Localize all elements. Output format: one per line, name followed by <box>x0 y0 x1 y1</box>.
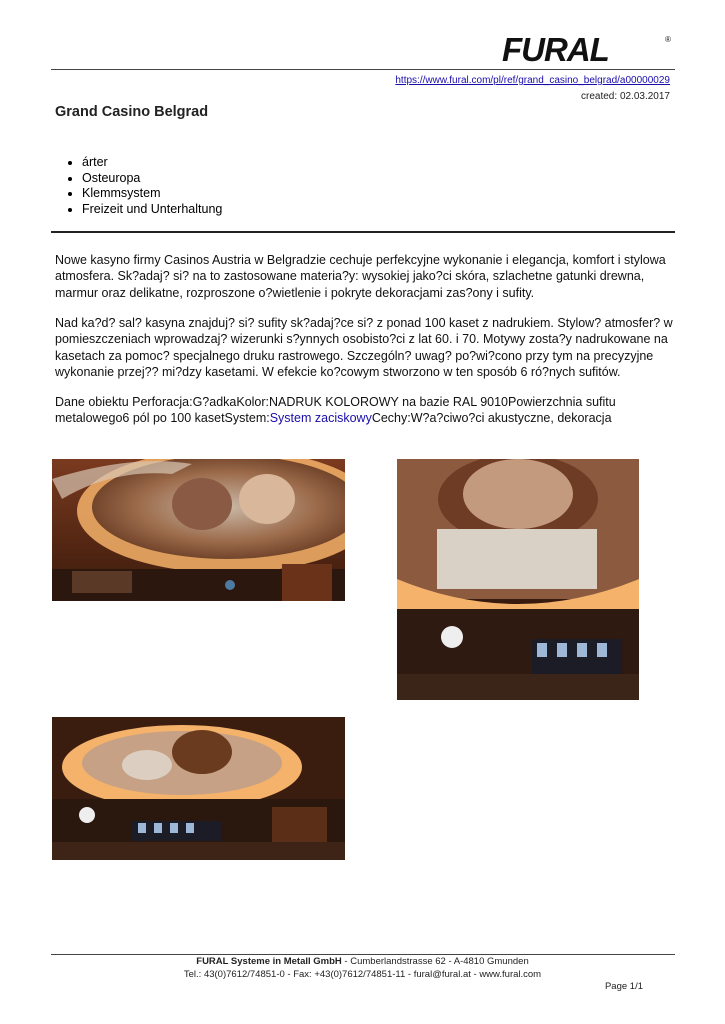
casino-photo-1 <box>52 459 345 601</box>
system-link[interactable]: System zaciskowy <box>269 411 372 426</box>
tag-item: • Freizeit und Unterhaltung <box>82 202 222 218</box>
fural-logo <box>500 32 676 64</box>
tag-item: • Klemmsystem <box>82 186 222 202</box>
footer-contact: Tel.: 43(0)7612/74851-0 - Fax: +43(0)7612/74851-11 - fural@fural.at - www.fural.com <box>183 969 542 980</box>
reference-url-link[interactable]: https://www.fural.com/pl/ref/grand_casino_belgrad/a00000029 <box>395 75 670 86</box>
footer-company: FURAL Systeme in Metall GmbH - Cumberlandstrasse 62 - A-4810 Gmunden <box>196 956 529 967</box>
tag-list <box>66 155 222 217</box>
casino-photo-2 <box>397 459 639 700</box>
description-paragraph-1: Nowe kasyno firmy Casinos Austria w Belgradzie cechuje perfekcyjne wykonanie i elegancja, komfort i stylowa atmosfera. Sk?adaj? si? na to zastosowane materia?y: wysokiej jako?ci skóra, szlachetne gatunki drewna, marmur oraz delikatne, rozproszone o?wietlenie i pokryte dekoracjami zas?ony i sufity. <box>55 253 666 300</box>
casino-photo-3 <box>52 717 345 860</box>
tag-item: • árter <box>82 155 222 171</box>
header-divider <box>51 69 675 70</box>
description-paragraph-2: Nad ka?d? sal? kasyna znajduj? si? sufity sk?adaj?ce si? z ponad 100 kaset z nadrukiem. Stylow? atmosfer? w pomieszczeniach wprowadzaj? wizerunki s?ynnych osobisto?ci z lat 60. i 70. Motywy zosta?y nadrukowane na kasetach za pomoc? specjalnego druku rastrowego. Szczególn? uwag? po?wi?cono przy tym na precyzyjne wykonanie przej?? mi?dzy kasetami. W efekcie ko?cowym stworzono w ten sposób 6 ró?nych sufitów. <box>55 316 673 380</box>
page-title: Grand Casino Belgrad <box>55 104 209 120</box>
trademark-mark: ® <box>665 35 671 44</box>
project-data-paragraph: Dane obiektu Perforacja:G?adkaKolor:NADRUK KOLOROWY na bazie RAL 9010Powierzchnia sufitu metalowego6 pól po 100 kasetSystem:System zaciskowyCechy:W?a?ciwo?ci akustyczne, dekoracja <box>55 395 616 426</box>
created-date: created: 02.03.2017 <box>581 91 670 102</box>
section-divider <box>51 231 675 233</box>
logo-text: FURAL <box>502 32 609 64</box>
page-number: Page 1/1 <box>604 981 643 992</box>
tag-item: • Osteuropa <box>82 171 222 187</box>
footer-divider <box>51 954 675 955</box>
